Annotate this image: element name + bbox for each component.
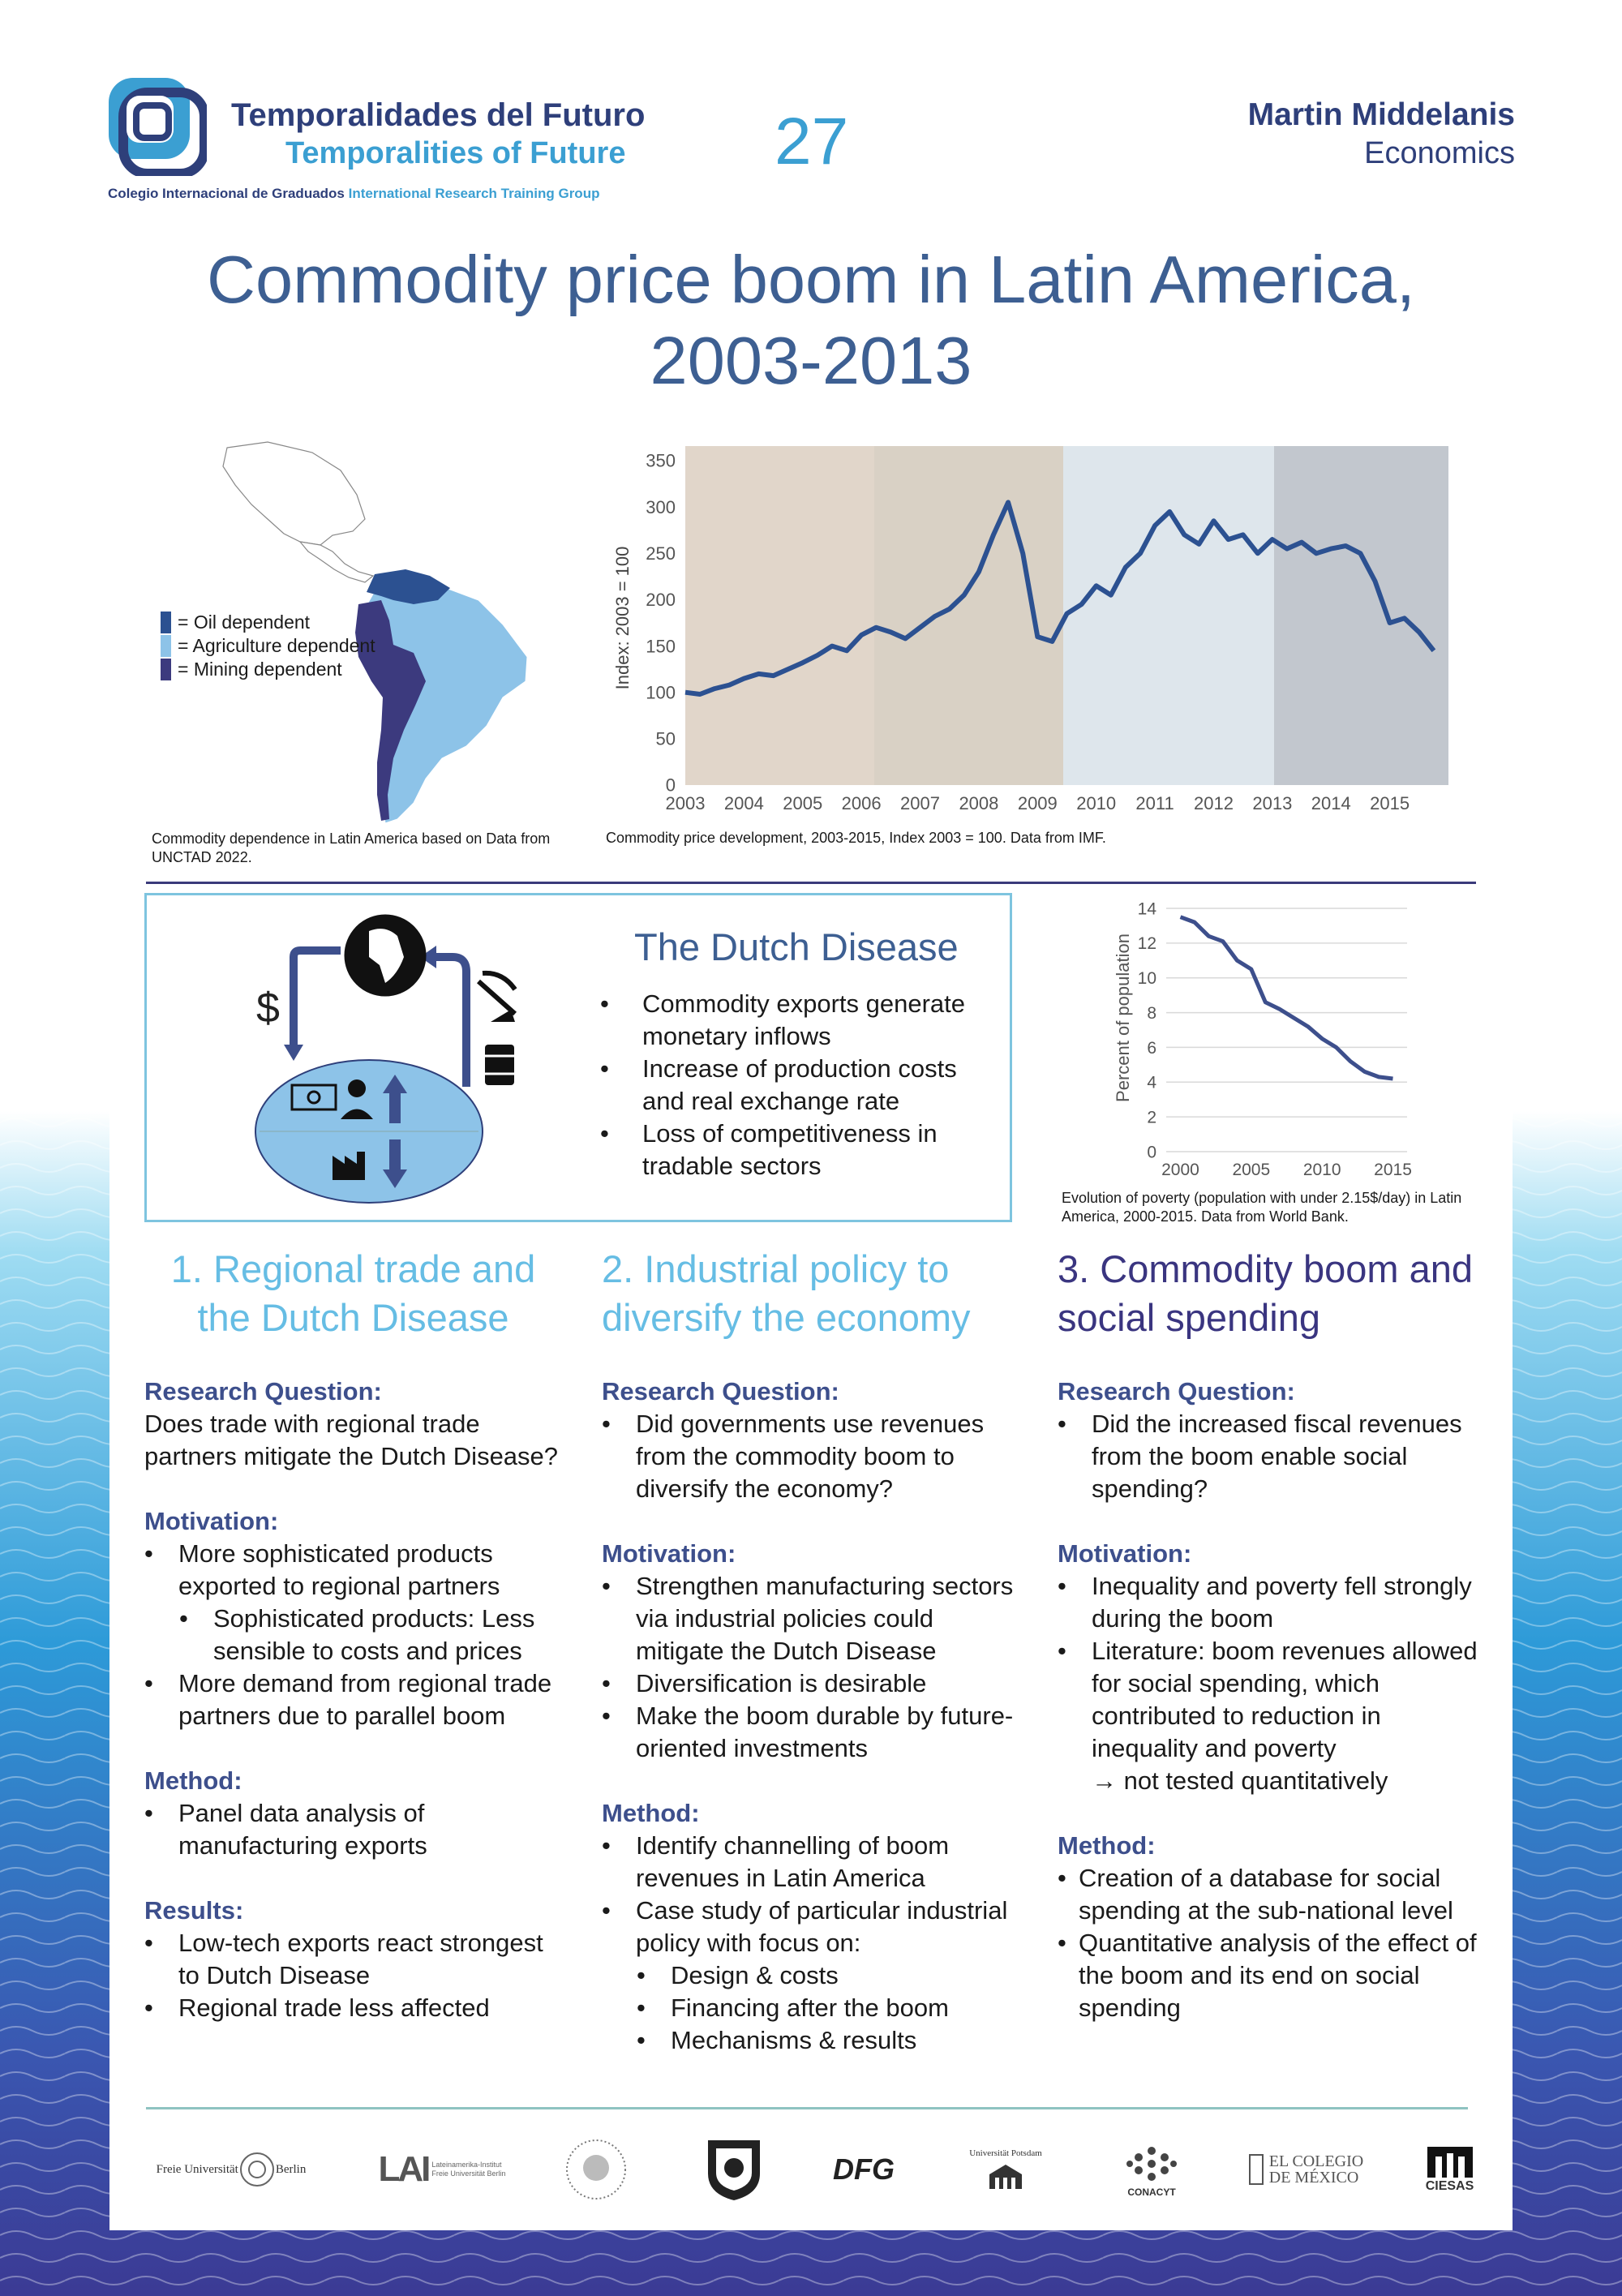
x-tick-label: 2014	[1311, 793, 1351, 813]
y-tick-label: 100	[646, 682, 676, 703]
list-item: • Creation of a database for social spending at the sub-national level	[1058, 1862, 1479, 1927]
logo-fu-berlin	[150, 2141, 312, 2198]
section-heading: Results:	[144, 1896, 244, 1925]
x-tick-label: 2010	[1302, 1161, 1341, 1179]
y-tick-label: 6	[1147, 1038, 1156, 1058]
x-tick-label: 2007	[900, 793, 941, 813]
map-legend	[161, 611, 375, 681]
x-tick-label: 2015	[1374, 1161, 1412, 1179]
conacyt-dots-icon	[1123, 2141, 1180, 2187]
list-item: • Identify channelling of boom revenues in Latin America	[602, 1830, 1023, 1895]
x-tick-label: 2004	[723, 793, 764, 813]
north-america-outline	[223, 442, 365, 545]
method-list	[144, 1797, 566, 1862]
list-item: • Design & costs	[602, 1959, 1023, 1992]
section-heading: Research Question:	[602, 1377, 839, 1405]
list-item: • Case study of particular industrial policy with focus on:	[602, 1895, 1023, 1959]
column-title: 1. Regional trade and the Dutch Disease	[170, 1247, 536, 1339]
list-item: • Make the boom durable by future-oriented investments	[602, 1700, 1023, 1765]
ciesas-building-icon	[1426, 2145, 1474, 2179]
logo-unam	[702, 2141, 766, 2198]
dutch-disease-title: The Dutch Disease	[634, 925, 959, 968]
list-item: • Panel data analysis of manufacturing exports	[144, 1797, 566, 1862]
logo-text: Freie Universität	[156, 2162, 238, 2176]
section-heading: Research Question:	[144, 1377, 382, 1405]
method-list	[1058, 1862, 1479, 2024]
dollar-icon: $	[256, 985, 280, 1032]
y-tick-label: 250	[646, 543, 676, 564]
flow-arrow-right	[434, 957, 466, 1087]
central-america-outline	[300, 542, 373, 582]
research-question: • Did governments use revenues from the commodity boom to diversify the economy?	[602, 1408, 1023, 1505]
section-divider	[146, 882, 1476, 884]
x-tick-label: 2008	[959, 793, 999, 813]
temporalities-logo	[105, 75, 207, 176]
logo-text: CIESAS	[1425, 2179, 1474, 2193]
footer-divider	[146, 2107, 1468, 2109]
y-tick-label: 10	[1137, 969, 1156, 989]
legend-label: = Oil dependent	[178, 612, 311, 633]
arrow-down-icon	[284, 1045, 303, 1061]
y-tick-label: 14	[1137, 899, 1156, 919]
research-question-list	[1058, 1408, 1479, 1505]
y-tick-label: 12	[1137, 934, 1156, 954]
method-section	[602, 1797, 1023, 2057]
logo-text: EL COLEGIO	[1268, 2152, 1364, 2170]
x-tick-label: 2003	[665, 793, 706, 813]
y-tick-label: 0	[1147, 1143, 1156, 1162]
map-caption: Commodity dependence in Latin America based on Data from UNCTAD 2022.	[152, 830, 551, 865]
humboldt-seal-icon	[564, 2137, 629, 2202]
commodity-price-chart	[600, 438, 1476, 827]
section-heading: Method:	[602, 1799, 700, 1827]
section-heading: Motivation:	[144, 1507, 279, 1535]
legend-swatch	[161, 612, 171, 633]
list-item: • Strengthen manufacturing sectors via industrial policies could mitigate the Dutch Disease	[602, 1570, 1023, 1667]
poverty-chart-caption: Evolution of poverty (population with under 2.15$/day) in Latin America, 2000-2015. Data from World Bank.	[1062, 1190, 1462, 1225]
section-heading: Method:	[144, 1766, 242, 1795]
list-item: • Regional trade less affected	[144, 1992, 566, 2024]
y-tick-label: 50	[655, 728, 676, 749]
flow-arrow-left	[294, 951, 341, 1046]
potsdam-building-icon	[985, 2158, 1026, 2191]
y-tick-label: 350	[646, 450, 676, 471]
list-item: • Mechanisms & results	[602, 2024, 1023, 2057]
list-item: • Diversification is desirable	[602, 1667, 1023, 1700]
org-name-es: Temporalidades del Futuro	[231, 97, 646, 133]
y-tick-label: 8	[1147, 1003, 1156, 1023]
logo-text: Freie Universität Berlin	[431, 2169, 506, 2178]
x-tick-label: 2010	[1076, 793, 1117, 813]
section-heading: Motivation:	[602, 1539, 736, 1568]
logo-humboldt	[560, 2141, 633, 2198]
column-title: 3. Commodity boom and social spending	[1058, 1247, 1474, 1339]
legend-oil	[161, 611, 375, 634]
research-question: • Did the increased fiscal revenues from the boom enable social spending?	[1058, 1408, 1479, 1505]
list-item: • Loss of competitiveness in tradable sectors	[600, 1118, 1006, 1182]
legend-swatch	[161, 635, 171, 657]
section-heading: Research Question:	[1058, 1377, 1295, 1405]
x-tick-label: 2000	[1161, 1161, 1199, 1179]
poster-number: 27	[775, 105, 849, 178]
list-item: • More demand from regional trade partners due to parallel boom	[144, 1667, 566, 1732]
research-question-list	[602, 1408, 1023, 1505]
org-subtitle-en: International Research Training Group	[348, 186, 600, 201]
column-regional-trade	[144, 1245, 566, 2057]
motivation-list	[1058, 1570, 1479, 1797]
y-tick-label: 200	[646, 590, 676, 611]
x-tick-label: 2015	[1370, 793, 1410, 813]
logo-dfg	[823, 2141, 904, 2198]
motivation-section	[144, 1505, 566, 1732]
logo-lai	[377, 2141, 507, 2198]
list-item: • More sophisticated products exported to regional partners	[144, 1538, 566, 1603]
logo-conacyt	[1115, 2141, 1188, 2198]
logo-potsdam	[965, 2141, 1046, 2198]
motivation-section	[602, 1538, 1023, 1765]
logo-ciesas	[1419, 2141, 1480, 2198]
oil-barrel-icon	[485, 1045, 514, 1085]
column-title: 2. Industrial policy to diversify the economy	[602, 1247, 971, 1339]
dutch-disease-diagram	[235, 908, 535, 1208]
colmex-mark-icon	[1248, 2153, 1264, 2186]
price-chart-caption: Commodity price development, 2003-2015, Index 2003 = 100. Data from IMF.	[606, 830, 1106, 846]
research-question: Does trade with regional trade partners mitigate the Dutch Disease?	[144, 1410, 559, 1470]
y-axis-label: Percent of population	[1113, 933, 1133, 1102]
y-tick-label: 4	[1147, 1073, 1156, 1092]
x-tick-label: 2005	[1232, 1161, 1271, 1179]
column-social-spending	[1058, 1245, 1479, 2057]
x-tick-label: 2005	[783, 793, 823, 813]
logo-text: Berlin	[275, 2162, 307, 2176]
y-axis-label: Index: 2003 = 100	[612, 546, 633, 690]
motivation-list	[144, 1538, 566, 1732]
dutch-disease-list	[600, 988, 1006, 1182]
research-question-section	[1058, 1375, 1479, 1505]
logo-colmex	[1245, 2141, 1367, 2198]
y-tick-label: 0	[665, 775, 676, 796]
list-item: → not tested quantitatively	[1092, 1766, 1388, 1795]
x-tick-label: 2012	[1193, 793, 1234, 813]
logo-text: CONACYT	[1127, 2187, 1176, 2198]
title-line-2: 2003-2013	[650, 323, 972, 398]
author-name: Martin Middelanis	[1247, 97, 1515, 132]
column-industrial-policy	[602, 1245, 1023, 2089]
legend-label: = Agriculture dependent	[178, 635, 375, 656]
research-question-section	[144, 1375, 566, 1473]
fu-seal-icon	[238, 2151, 276, 2188]
unam-shield-icon	[705, 2137, 763, 2202]
legend-swatch	[161, 659, 171, 680]
y-tick-label: 300	[646, 496, 676, 517]
logo-text: Lateinamerika-Institut	[431, 2161, 502, 2169]
results-section	[144, 1895, 566, 2024]
list-item: • Sophisticated products: Less sensible to costs and prices	[144, 1603, 566, 1667]
title-line-1: Commodity price boom in Latin America,	[207, 242, 1415, 317]
y-tick-label: 2	[1147, 1108, 1156, 1127]
pickaxe-icon	[478, 973, 515, 1022]
method-section	[1058, 1830, 1479, 2024]
poverty-series-line	[1181, 917, 1393, 1079]
method-section	[144, 1765, 566, 1862]
section-heading: Motivation:	[1058, 1539, 1192, 1568]
section-heading: Method:	[1058, 1831, 1156, 1860]
motivation-list	[602, 1570, 1023, 1765]
x-tick-label: 2013	[1252, 793, 1293, 813]
results-list	[144, 1927, 566, 2024]
logo-text: Universität Potsdam	[969, 2148, 1042, 2158]
list-item: • Increase of production costs and real exchange rate	[600, 1053, 1006, 1118]
legend-label: = Mining dependent	[178, 659, 342, 680]
org-name-en: Temporalities of Future	[285, 136, 626, 170]
poverty-chart	[1111, 896, 1435, 1196]
org-subtitle	[108, 186, 599, 202]
list-item: • Quantitative analysis of the effect of the boom and its end on social spending	[1058, 1927, 1479, 2024]
x-tick-label: 2011	[1135, 793, 1174, 813]
list-item: • Commodity exports generate monetary inflows	[600, 988, 1006, 1053]
x-tick-label: 2009	[1017, 793, 1058, 813]
method-list	[602, 1830, 1023, 2057]
legend-agriculture	[161, 634, 375, 658]
logo-text: LAI	[378, 2149, 429, 2189]
org-subtitle-es: Colegio Internacional de Graduados	[108, 186, 345, 201]
list-item: • Low-tech exports react strongest to Dutch Disease	[144, 1927, 566, 1992]
list-item: • Inequality and poverty fell strongly during the boom	[1058, 1570, 1479, 1635]
research-question-section	[602, 1375, 1023, 1505]
author-field: Economics	[1364, 136, 1515, 170]
y-tick-label: 150	[646, 636, 676, 657]
logo-text: DFG	[833, 2152, 895, 2186]
legend-mining	[161, 658, 375, 681]
poster-title	[109, 239, 1513, 401]
x-tick-label: 2006	[841, 793, 882, 813]
list-item: • Financing after the boom	[602, 1992, 1023, 2024]
list-item: • Literature: boom revenues allowed for social spending, which contributed to reduction in inequality and poverty	[1058, 1635, 1479, 1765]
logo-text: DE MÉXICO	[1268, 2169, 1359, 2187]
motivation-section	[1058, 1538, 1479, 1797]
